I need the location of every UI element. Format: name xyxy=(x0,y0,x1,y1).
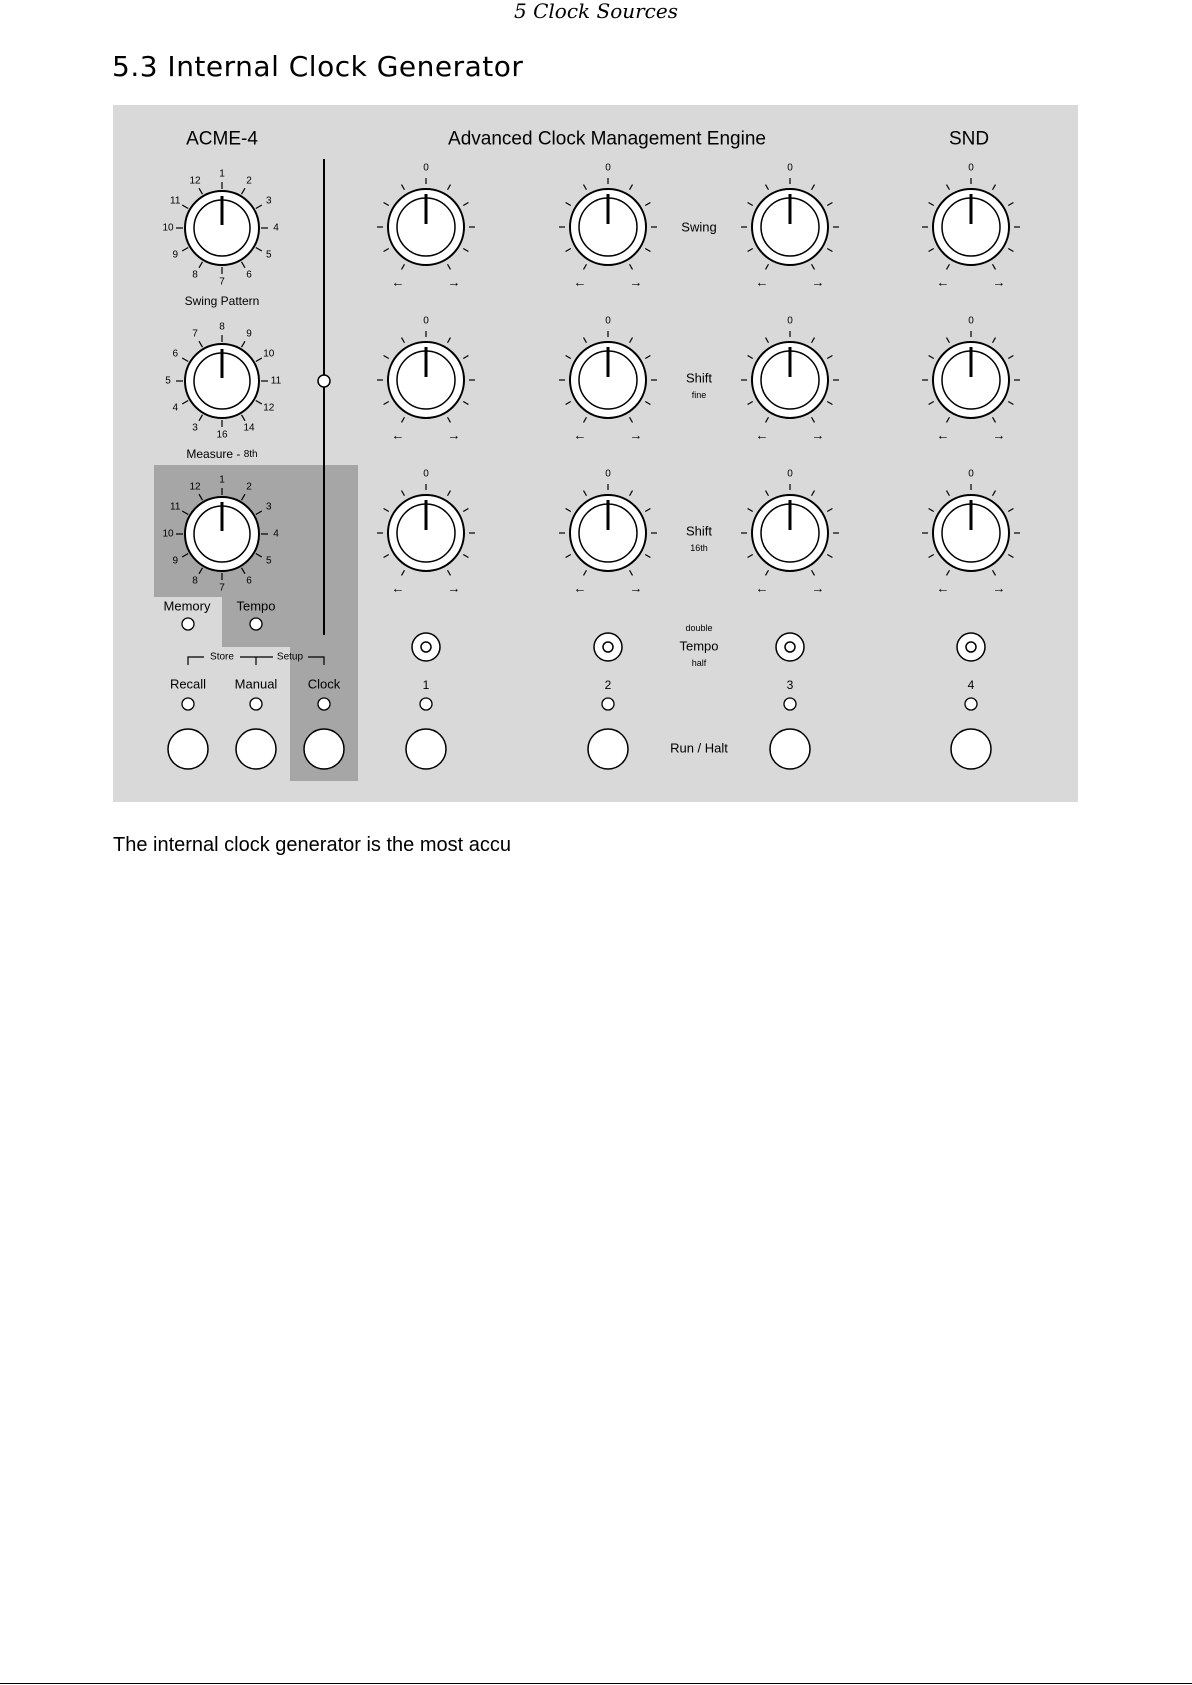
left-arrow-icon: ← xyxy=(573,274,587,290)
recall-button-label: Recall xyxy=(169,676,207,692)
scale-number: 10 xyxy=(263,348,275,360)
right-arrow-icon: → xyxy=(629,274,643,290)
scale-number: 11 xyxy=(170,195,181,207)
channel-number-3: 3 xyxy=(786,678,794,692)
channel-number-2: 2 xyxy=(604,678,612,692)
scale-number: 8 xyxy=(192,575,198,587)
scale-number: 12 xyxy=(189,481,201,493)
right-arrow-icon: → xyxy=(447,580,461,596)
run-halt-label: Run / Halt xyxy=(670,740,728,756)
scale-number: 7 xyxy=(219,582,225,594)
scale-number: 16 xyxy=(216,429,228,441)
scale-number: 6 xyxy=(172,348,179,360)
row-label: Shift xyxy=(685,370,713,386)
zero-mark: 0 xyxy=(787,315,793,327)
memory-label: Memory xyxy=(163,598,211,614)
scale-number: 3 xyxy=(192,422,198,434)
zero-mark: 0 xyxy=(968,468,974,480)
scale-number: 9 xyxy=(246,328,252,340)
scale-number: 7 xyxy=(219,276,225,288)
scale-number: 10 xyxy=(162,528,174,540)
right-arrow-icon: → xyxy=(629,427,643,443)
right-arrow-icon: → xyxy=(992,274,1006,290)
row-label: Swing xyxy=(681,219,717,235)
run-halt-button-4[interactable] xyxy=(951,729,991,769)
clock-button[interactable] xyxy=(304,729,344,769)
channel-number-4: 4 xyxy=(967,678,975,692)
row-sublabel: 16th xyxy=(690,543,708,553)
scale-number: 12 xyxy=(189,175,201,187)
channel-led-1 xyxy=(420,698,432,710)
clock-button-label: Clock xyxy=(307,676,341,692)
recall-button-led xyxy=(182,698,194,710)
tempo-jack-2[interactable] xyxy=(594,633,622,661)
left-arrow-icon: ← xyxy=(936,274,950,290)
section-heading: 5.3 Internal Clock Generator xyxy=(112,50,524,83)
zero-mark: 0 xyxy=(423,162,429,174)
scale-number: 10 xyxy=(162,222,174,234)
scale-number: 1 xyxy=(219,168,225,180)
scale-number: 1 xyxy=(219,474,225,486)
right-arrow-icon: → xyxy=(811,580,825,596)
recall-button[interactable] xyxy=(168,729,208,769)
selector-knob-label: Measure - 8th xyxy=(186,447,258,461)
scale-number: 8 xyxy=(219,321,225,333)
channel-led-2 xyxy=(602,698,614,710)
scale-number: 6 xyxy=(246,269,252,281)
manual-button[interactable] xyxy=(236,729,276,769)
bottom-rule xyxy=(0,1683,1192,1684)
device-name-acme4: ACME-4 xyxy=(186,128,258,150)
zero-mark: 0 xyxy=(605,468,611,480)
left-arrow-icon: ← xyxy=(755,274,769,290)
left-arrow-icon: ← xyxy=(391,274,405,290)
channel-led-3 xyxy=(784,698,796,710)
tempo-section-label: Tempo xyxy=(679,638,719,654)
right-arrow-icon: → xyxy=(447,274,461,290)
left-arrow-icon: ← xyxy=(573,427,587,443)
channel-number-1: 1 xyxy=(422,678,430,692)
row-sublabel: fine xyxy=(691,390,707,400)
run-halt-button-3[interactable] xyxy=(770,729,810,769)
scale-number: 5 xyxy=(265,555,272,567)
tempo-jack-3[interactable] xyxy=(776,633,804,661)
right-arrow-icon: → xyxy=(447,427,461,443)
running-head: 5 Clock Sources xyxy=(514,0,678,23)
selector-knob-label: Swing Pattern xyxy=(184,294,260,308)
scale-number: 4 xyxy=(172,402,179,414)
left-arrow-icon: ← xyxy=(936,580,950,596)
divider-slider-handle[interactable] xyxy=(318,375,330,387)
zero-mark: 0 xyxy=(605,315,611,327)
scale-number: 5 xyxy=(265,249,272,261)
zero-mark: 0 xyxy=(787,468,793,480)
memory-led xyxy=(182,618,194,630)
scale-number: 3 xyxy=(265,501,272,513)
scale-number: 3 xyxy=(265,195,272,207)
left-arrow-icon: ← xyxy=(936,427,950,443)
left-arrow-icon: ← xyxy=(391,580,405,596)
channel-led-4 xyxy=(965,698,977,710)
scale-number: 8 xyxy=(192,269,198,281)
body-paragraph: The internal clock generator is the most accu xyxy=(113,834,511,856)
scale-number: 11 xyxy=(170,501,181,513)
clock-button-led xyxy=(318,698,330,710)
left-arrow-icon: ← xyxy=(391,427,405,443)
run-halt-button-1[interactable] xyxy=(406,729,446,769)
zero-mark: 0 xyxy=(423,315,429,327)
right-arrow-icon: → xyxy=(992,580,1006,596)
right-arrow-icon: → xyxy=(629,580,643,596)
setup-label: Setup xyxy=(276,651,304,663)
manual-button-led xyxy=(250,698,262,710)
row-label: Shift xyxy=(685,523,713,539)
zero-mark: 0 xyxy=(787,162,793,174)
scale-number: 4 xyxy=(273,528,279,540)
manual-button-label: Manual xyxy=(234,676,278,692)
left-arrow-icon: ← xyxy=(573,580,587,596)
zero-mark: 0 xyxy=(968,162,974,174)
scale-number: 4 xyxy=(273,222,279,234)
run-halt-button-2[interactable] xyxy=(588,729,628,769)
zero-mark: 0 xyxy=(423,468,429,480)
device-name-snd: SND xyxy=(948,128,990,150)
device-name-full: Advanced Clock Management Engine xyxy=(448,128,766,150)
store-label: Store xyxy=(210,651,234,663)
scale-number: 7 xyxy=(192,328,198,340)
scale-number: 9 xyxy=(172,249,179,261)
scale-number: 11 xyxy=(270,375,282,387)
left-arrow-icon: ← xyxy=(755,427,769,443)
scale-number: 2 xyxy=(246,481,252,493)
left-arrow-icon: ← xyxy=(755,580,769,596)
tempo-half-label: half xyxy=(691,658,707,668)
scale-number: 14 xyxy=(243,422,255,434)
scale-number: 2 xyxy=(246,175,252,187)
tempo-double-label: double xyxy=(685,623,713,633)
tempo-label: Tempo xyxy=(236,598,276,614)
device-panel-figure xyxy=(113,105,1078,802)
zero-mark: 0 xyxy=(605,162,611,174)
right-arrow-icon: → xyxy=(811,274,825,290)
tempo-jack-4[interactable] xyxy=(957,633,985,661)
scale-number: 5 xyxy=(165,375,171,387)
scale-number: 9 xyxy=(172,555,179,567)
tempo-jack-1[interactable] xyxy=(412,633,440,661)
scale-number: 6 xyxy=(246,575,252,587)
right-arrow-icon: → xyxy=(992,427,1006,443)
right-arrow-icon: → xyxy=(811,427,825,443)
tempo-led xyxy=(250,618,262,630)
scale-number: 12 xyxy=(263,402,275,414)
zero-mark: 0 xyxy=(968,315,974,327)
